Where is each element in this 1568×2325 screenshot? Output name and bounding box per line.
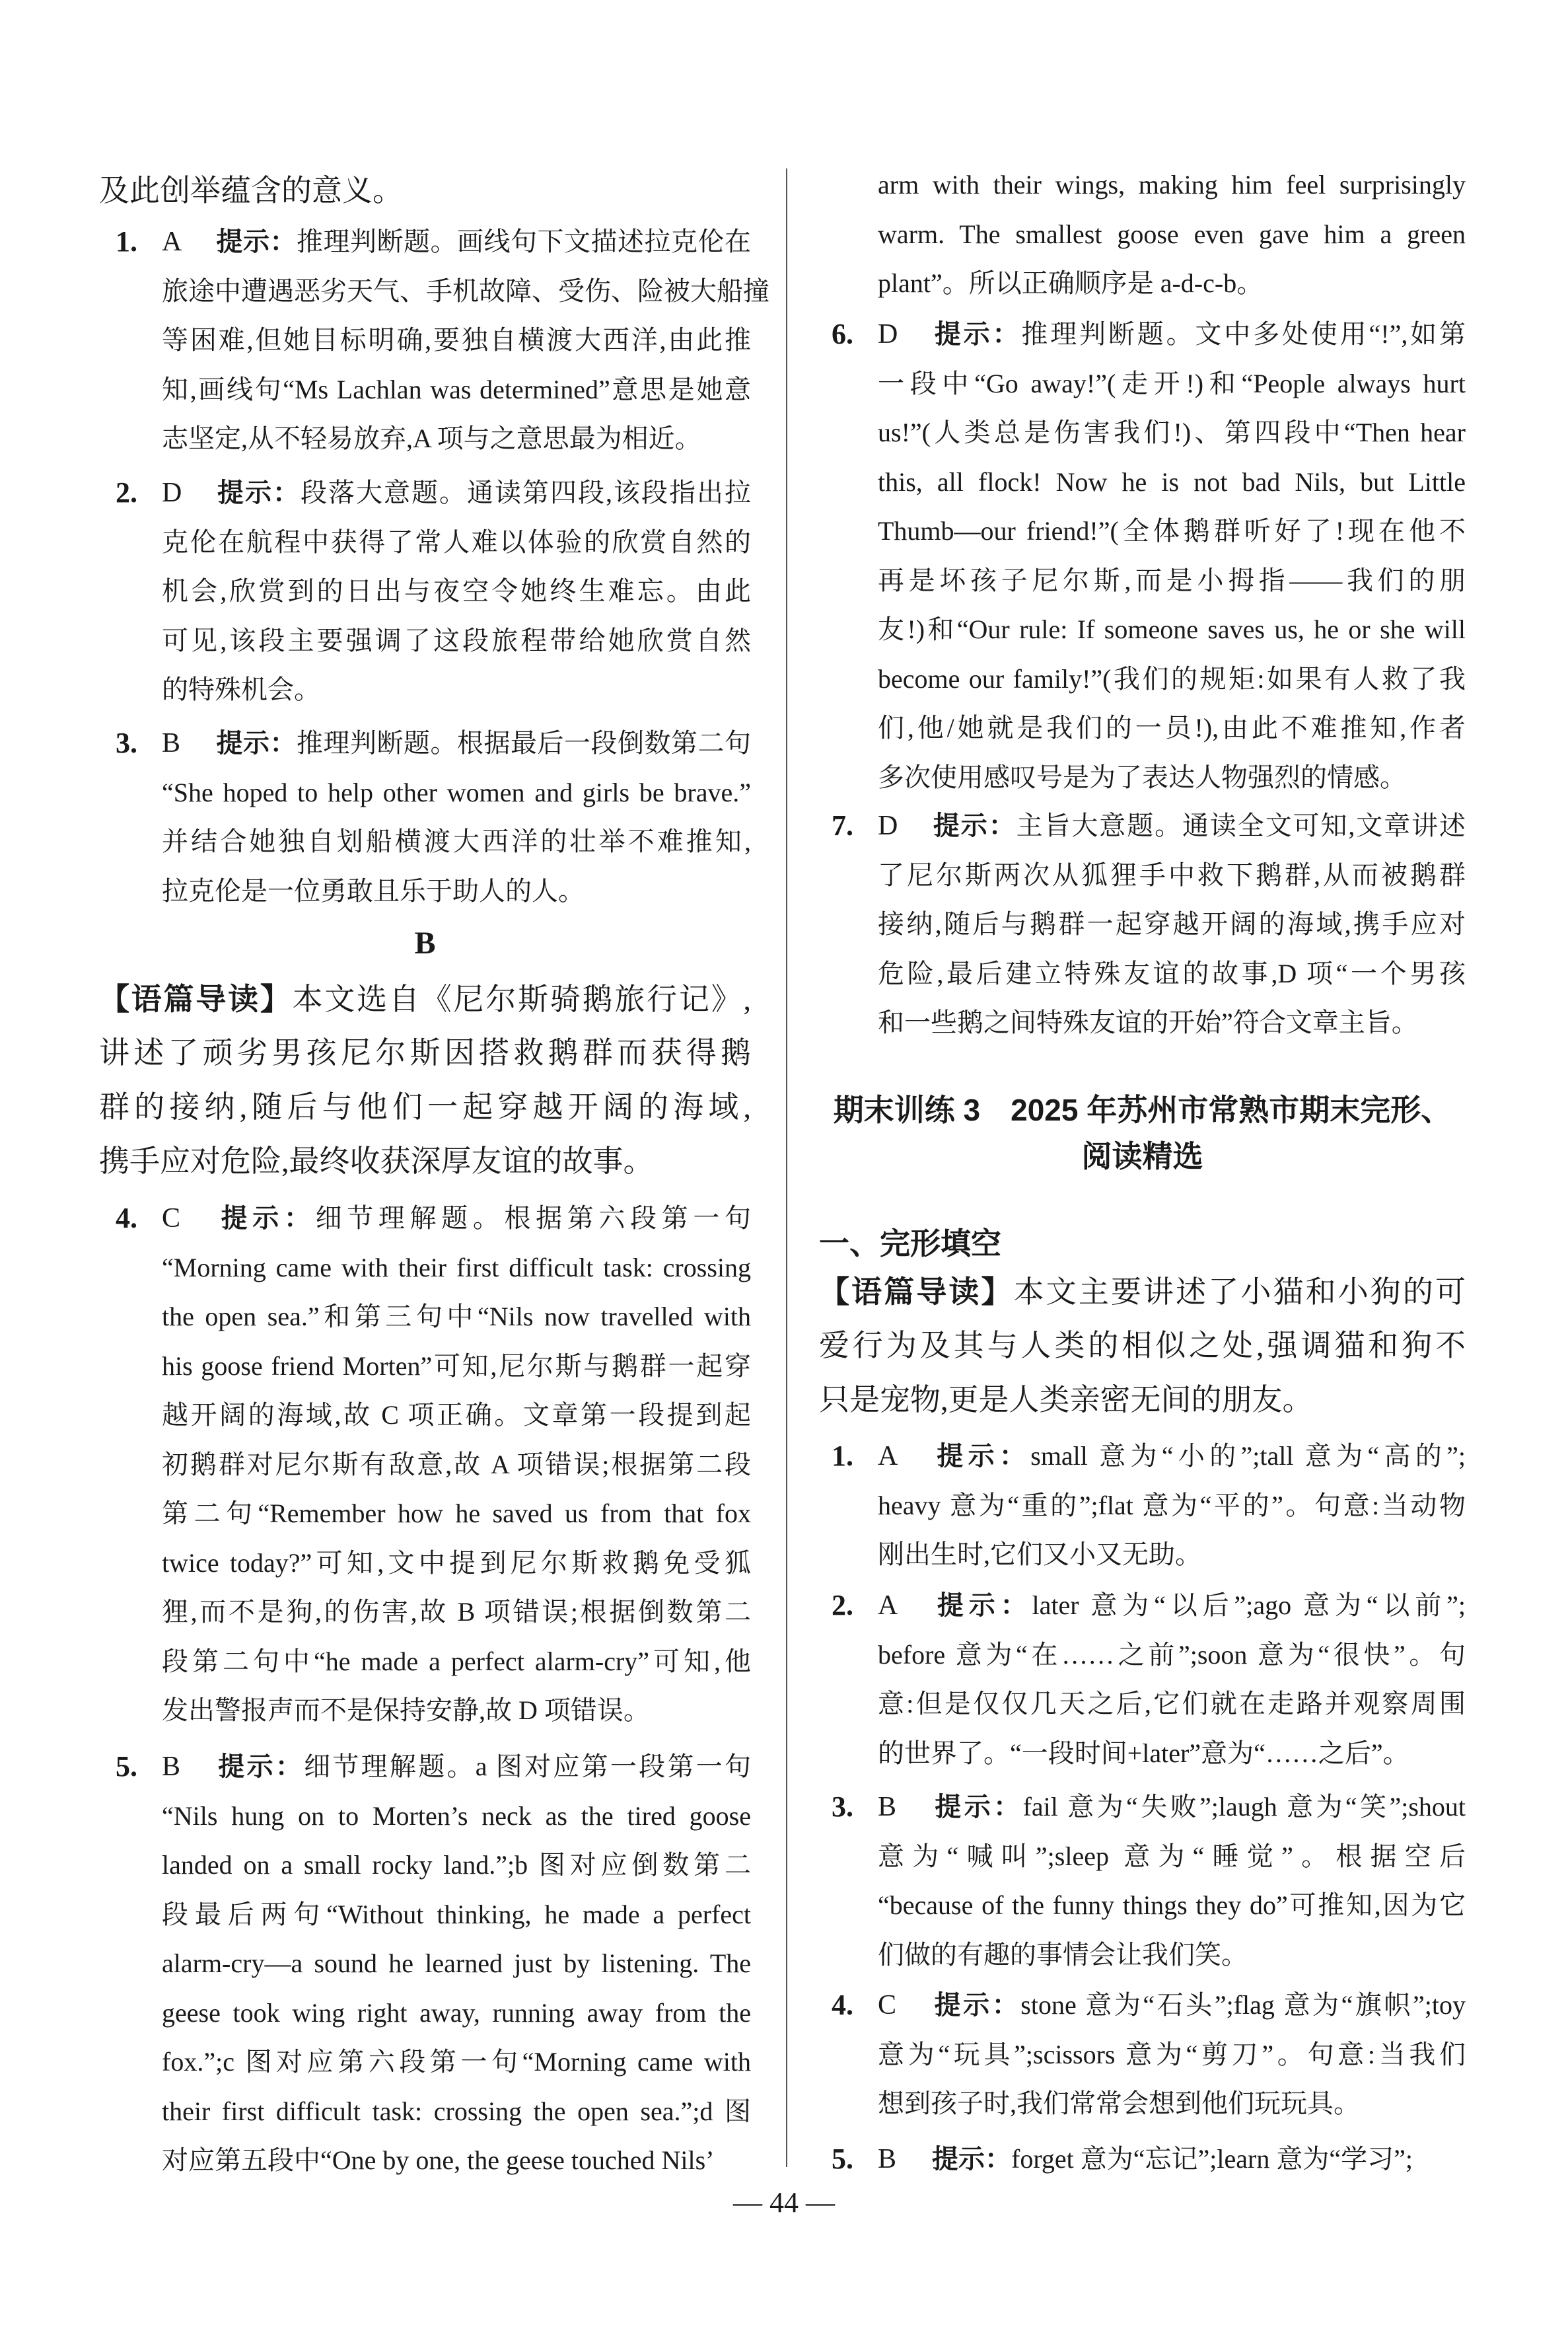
line-text: heavy 意为“重的”;flat 意为“平的”。句意:当动物 [878, 1490, 1466, 1520]
line-text: landed on a small rocky land.”;b 图对应倒数第二 [162, 1850, 751, 1880]
text-line [162, 2038, 751, 2087]
hint-label: 提示： [932, 1991, 1021, 2020]
line-text: 携手应对危险,最终收获深厚友谊的故事。 [99, 1144, 654, 1178]
line-text: 推理判断题。文中多处使用“!”,如第 [1021, 319, 1466, 349]
text-line [878, 949, 1466, 999]
line-text: 发出警报声而不是保持安静,故 D 项错误。 [162, 1695, 650, 1725]
text-line [162, 2087, 751, 2137]
answer-letter: D [878, 811, 898, 841]
line-text: 拉克伦是一位勇敢且乐于助人的人。 [162, 875, 585, 906]
answer-item-6 [832, 310, 1466, 802]
answer-item-4 [116, 1194, 752, 1736]
text-line [99, 972, 751, 1026]
line-text: his goose friend Morten”可知,尼尔斯与鹅群一起穿 [162, 1350, 751, 1381]
text-line [116, 468, 751, 518]
line-text: 讲述了顽劣男孩尼尔斯因搭救鹅群而获得鹅 [99, 1036, 751, 1070]
line-text: 对应第五段中“One by one, the geese touched Nils’ [162, 2145, 715, 2175]
line-text: 知,画线句“Ms Lachlan was determined”意思是她意 [162, 374, 751, 404]
answer-item-7 [832, 801, 1466, 1048]
line-text: 们,他/她就是我们的一员!),由此不难推知,作者 [878, 713, 1466, 743]
line-text: 多次使用感叹号是为了表达人物强烈的情感。 [878, 762, 1406, 792]
line-text: 群的接纳,随后与他们一起穿越开阔的海域, [99, 1090, 751, 1124]
line-text: small 意为“小的”;tall 意为“高的”; [1030, 1441, 1466, 1471]
text-line [116, 1194, 752, 1243]
text-line [878, 507, 1466, 556]
line-text: 意:但是仅仅几天之后,它们就在走路并观察周围 [878, 1689, 1466, 1718]
line-text: Thumb—our friend!”(全体鹅群听好了!现在他不 [878, 516, 1466, 546]
answer-letter: B [878, 2144, 897, 2174]
hint-label: 提示： [216, 227, 297, 256]
line-text: 可见,该段主要强调了这段旅程带给她欣赏自然 [162, 625, 751, 655]
text-line [878, 851, 1466, 901]
question-number: 7. [832, 809, 853, 842]
text-line [162, 1939, 751, 1989]
text-line: 及此创举蕴含的意义。 [99, 174, 403, 207]
text-line [878, 408, 1466, 458]
hint-label: 提示： [932, 1792, 1023, 1822]
line-text: 段第二句中“he made a perfect alarm-cry”可知,他 [162, 1646, 751, 1676]
line-text: 第二句“Remember how he saved us from that fox [162, 1498, 751, 1528]
text-line [878, 556, 1466, 606]
text-line [878, 1931, 1466, 1980]
text-line [162, 1243, 751, 1293]
line-text: 狸,而不是狗,的伤害,故 B 项错误;根据倒数第二 [162, 1597, 751, 1627]
cloze-item-3 [832, 1783, 1466, 1979]
line-text: their first difficult task: crossing the open sea.”;d 图 [162, 2096, 751, 2126]
line-text: later 意为“以后”;ago 意为“以前”; [1032, 1590, 1466, 1620]
question-number: 2. [832, 1589, 853, 1621]
answer-item-5 [116, 1742, 751, 2186]
text-line [832, 1581, 1466, 1631]
line-text: 一段中“Go away!”(走开!)和“People always hurt [878, 368, 1466, 398]
text-line [832, 2135, 1466, 2184]
line-text: fox.”;c 图对应第六段第一句“Morning came with [162, 2047, 751, 2077]
text-line [878, 655, 1466, 704]
line-text: 危险,最后建立特殊友谊的故事,D 项“一个男孩 [878, 958, 1466, 988]
text-line: arm with their wings, making him feel surprisingly [878, 170, 1466, 200]
line-text: 越开阔的海域,故 C 项正确。文章第一段提到起 [162, 1400, 751, 1430]
text-line [878, 1881, 1466, 1931]
column-divider [786, 168, 787, 2167]
text-line [162, 267, 769, 316]
text-line [99, 1080, 751, 1134]
question-number: 5. [832, 2143, 853, 2175]
reading-guide-cloze [819, 1265, 1466, 1427]
hint-label: 提示： [932, 2145, 1011, 2174]
line-text: 段最后两句“Without thinking, he made a perfect [162, 1899, 751, 1929]
reading-guide-b [99, 972, 751, 1189]
line-text: forget 意为“忘记”;learn 意为“学习”; [1011, 2144, 1413, 2174]
answer-item-3 [116, 719, 751, 916]
text-line [832, 1432, 1466, 1481]
question-number: 6. [832, 318, 853, 350]
text-line [832, 310, 1466, 359]
line-text: “Morning came with their first difficult task: crossing [162, 1252, 751, 1282]
answer-letter: A [878, 1590, 898, 1621]
section-heading-line-2: 阅读精选 [1081, 1139, 1203, 1173]
text-line [116, 217, 751, 267]
cloze-item-5 [832, 2135, 1466, 2184]
text-line [878, 1729, 1466, 1779]
text-line [162, 518, 751, 568]
question-number: 1. [116, 225, 137, 258]
answer-letter: B [162, 1752, 181, 1782]
text-line [162, 1989, 751, 2038]
line-text: 友!)和“Our rule: If someone saves us, he or she will [878, 614, 1466, 644]
text-line [878, 900, 1466, 949]
line-text: “Nils hung on to Morten’s neck as the tired goose [162, 1800, 751, 1831]
text-line [878, 1530, 1466, 1580]
text-line [116, 719, 751, 768]
line-text: 等困难,但她目标明确,要独自横渡大西洋,由此推 [162, 325, 751, 355]
text-line [832, 801, 1466, 851]
line-text: us!”(人类总是伤害我们!)、第四段中“Then hear [878, 418, 1466, 447]
answer-letter: A [878, 1441, 898, 1471]
text-line [162, 2136, 751, 2186]
line-text: 机会,欣赏到的日出与夜空令她终生难忘。由此 [162, 576, 751, 606]
reading-guide-label: 【语篇导读】 [99, 982, 293, 1016]
line-text: stone 意为“石头”;flag 意为“旗帜”;toy [1020, 1990, 1466, 2020]
line-text: 了尼尔斯两次从狐狸手中救下鹅群,从而被鹅群 [878, 860, 1466, 890]
text-line [878, 2079, 1466, 2129]
text-line [819, 1319, 1466, 1373]
line-text: 爱行为及其与人类的相似之处,强调猫和狗不 [819, 1329, 1466, 1362]
text-line [162, 1391, 751, 1440]
cloze-item-4 [832, 1981, 1466, 2129]
hint-label: 提示： [932, 811, 1016, 840]
line-text: 想到孩子时,我们常常会想到他们玩玩具。 [878, 2088, 1360, 2118]
text-line [162, 817, 751, 867]
answer-item-1 [116, 217, 769, 464]
line-text: 克伦在航程中获得了常人难以体验的欣赏自然的 [162, 527, 751, 557]
line-text: 推理判断题。画线句下文描述拉克伦在 [297, 227, 751, 256]
hint-label: 提示： [216, 1752, 304, 1781]
text-line [878, 1679, 1466, 1729]
line-text: 们做的有趣的事情会让我们笑。 [878, 1939, 1248, 1970]
text-line [162, 1292, 751, 1342]
text-line [878, 359, 1466, 409]
text-line [162, 1489, 751, 1539]
line-text: 和一些鹅之间特殊友谊的开始”符合文章主旨。 [878, 1008, 1418, 1037]
text-line [878, 1832, 1466, 1882]
line-text: become our family!”(我们的规矩:如果有人救了我 [878, 663, 1466, 694]
text-line [162, 567, 751, 616]
text-line: warm. The smallest goose even gave him a green [878, 219, 1466, 249]
question-number: 4. [832, 1989, 853, 2021]
text-line [878, 998, 1466, 1048]
text-line [819, 1373, 1466, 1427]
answer-item-2 [116, 468, 751, 715]
hint-label: 提示： [932, 1442, 1031, 1471]
answer-item-5-continued [878, 161, 1466, 309]
line-text: 推理判断题。根据最后一段倒数第二句 [297, 728, 751, 758]
hint-label: 提示： [216, 478, 301, 507]
question-number: 3. [116, 727, 137, 759]
text-line [162, 365, 751, 415]
line-text: 本文主要讲述了小猫和小狗的可 [1013, 1275, 1466, 1309]
line-text: “because of the funny things they do”可推知,因为它 [878, 1890, 1466, 1920]
text-line [162, 616, 751, 666]
line-text: 旅途中遭遇恶劣天气、手机故障、受伤、险被大船撞 [162, 276, 769, 306]
text-line [878, 458, 1466, 507]
answer-letter: C [878, 1990, 897, 2020]
line-text: 刚出生时,它们又小又无助。 [878, 1539, 1201, 1569]
question-number: 1. [832, 1440, 853, 1472]
text-line [99, 1134, 751, 1189]
text-line [162, 1792, 751, 1841]
text-line [162, 1440, 751, 1490]
line-text: before 意为“在……之前”;soon 意为“很快”。句 [878, 1639, 1466, 1670]
line-text: 本文选自《尼尔斯骑鹅旅行记》, [292, 982, 752, 1016]
section-heading-line-1: 期末训练 3 2025 年苏州市常熟市期末完形、 [833, 1093, 1452, 1127]
line-text: the open sea.”和第三句中“Nils now travelled with [162, 1302, 751, 1331]
line-text: alarm-cry—a sound he learned just by listening. The [162, 1948, 751, 1978]
text-line [162, 316, 751, 365]
cloze-item-2 [832, 1581, 1466, 1778]
line-text: 初鹅群对尼尔斯有敌意,故 A 项错误;根据第二段 [162, 1449, 751, 1479]
text-line [162, 414, 751, 464]
hint-label: 提示： [932, 320, 1022, 349]
text-line [878, 2030, 1466, 2080]
cloze-item-1 [832, 1432, 1466, 1580]
text-line [832, 1981, 1466, 2030]
line-text: this, all flock! Now he is not bad Nils, but Little [878, 466, 1466, 497]
line-text: 细节理解题。根据第六段第一句 [315, 1203, 752, 1233]
text-line [162, 1342, 751, 1391]
line-text: 志坚定,从不轻易放弃,A 项与之意思最为相近。 [162, 424, 701, 453]
line-text: 细节理解题。a 图对应第一段第一句 [304, 1752, 751, 1781]
line-text: 并结合她独自划船横渡大西洋的壮举不难推知, [162, 827, 751, 856]
line-text: 意为“喊叫”;sleep 意为“睡觉”。根据空后 [878, 1841, 1466, 1871]
text-line [162, 768, 751, 818]
text-line [878, 753, 1466, 803]
text-line [878, 1481, 1466, 1531]
question-number: 5. [116, 1750, 137, 1783]
text-line [162, 1637, 751, 1687]
answer-letter: C [162, 1203, 181, 1234]
line-text: twice today?”可知,文中提到尼尔斯救鹅免受狐 [162, 1547, 751, 1578]
line-text: 接纳,随后与鹅群一起穿越开阔的海域,携手应对 [878, 909, 1466, 939]
text-line [162, 665, 751, 715]
question-number: 4. [116, 1202, 137, 1234]
line-text: fail 意为“失败”;laugh 意为“笑”;shout [1022, 1792, 1466, 1822]
answer-letter: D [878, 319, 898, 350]
hint-label: 提示： [216, 729, 297, 758]
question-number: 3. [832, 1790, 853, 1823]
line-text: geese took wing right away, running away from the [162, 1997, 751, 2028]
cloze-subheading: 一、完形填空 [819, 1226, 1001, 1261]
hint-label: 提示： [932, 1591, 1032, 1620]
line-text: 的世界了。“一段时间+later”意为“……之后”。 [878, 1738, 1409, 1768]
answer-letter: D [162, 478, 182, 508]
question-number: 2. [116, 476, 137, 509]
line-text: 的特殊机会。 [162, 675, 320, 704]
text-line [878, 605, 1466, 655]
line-text: 段落大意题。通读第四段,该段指出拉 [301, 478, 751, 507]
text-line [162, 1539, 751, 1588]
text-line [878, 704, 1466, 753]
line-text: 只是宠物,更是人类亲密无间的朋友。 [819, 1383, 1313, 1417]
text-line [832, 1783, 1466, 1832]
text-line [878, 1631, 1466, 1680]
text-line [162, 1588, 751, 1637]
page-number: — 44 — [733, 2186, 835, 2219]
line-text: 意为“玩具”;scissors 意为“剪刀”。句意:当我们 [878, 2039, 1466, 2069]
text-line [162, 1686, 751, 1736]
answer-letter: B [162, 728, 181, 758]
text-line [819, 1265, 1466, 1319]
line-text: “She hoped to help other women and girls be brave.” [162, 777, 751, 807]
text-line [99, 1026, 751, 1080]
text-line [162, 1841, 751, 1890]
reading-guide-label: 【语篇导读】 [819, 1274, 1014, 1309]
answer-letter: A [162, 227, 182, 257]
text-line [116, 1742, 751, 1792]
line-text: 主旨大意题。通读全文可知,文章讲述 [1016, 811, 1466, 840]
hint-label: 提示： [216, 1204, 316, 1233]
intro-paragraph-tail [99, 164, 751, 218]
text-line [162, 1890, 751, 1940]
answer-letter: B [878, 1792, 897, 1822]
section-b-title: B [414, 926, 436, 961]
line-text: 再是坏孩子尼尔斯,而是小拇指——我们的朋 [878, 565, 1466, 595]
text-line [162, 867, 751, 916]
text-line: plant”。所以正确顺序是 a-d-c-b。 [878, 268, 1264, 298]
